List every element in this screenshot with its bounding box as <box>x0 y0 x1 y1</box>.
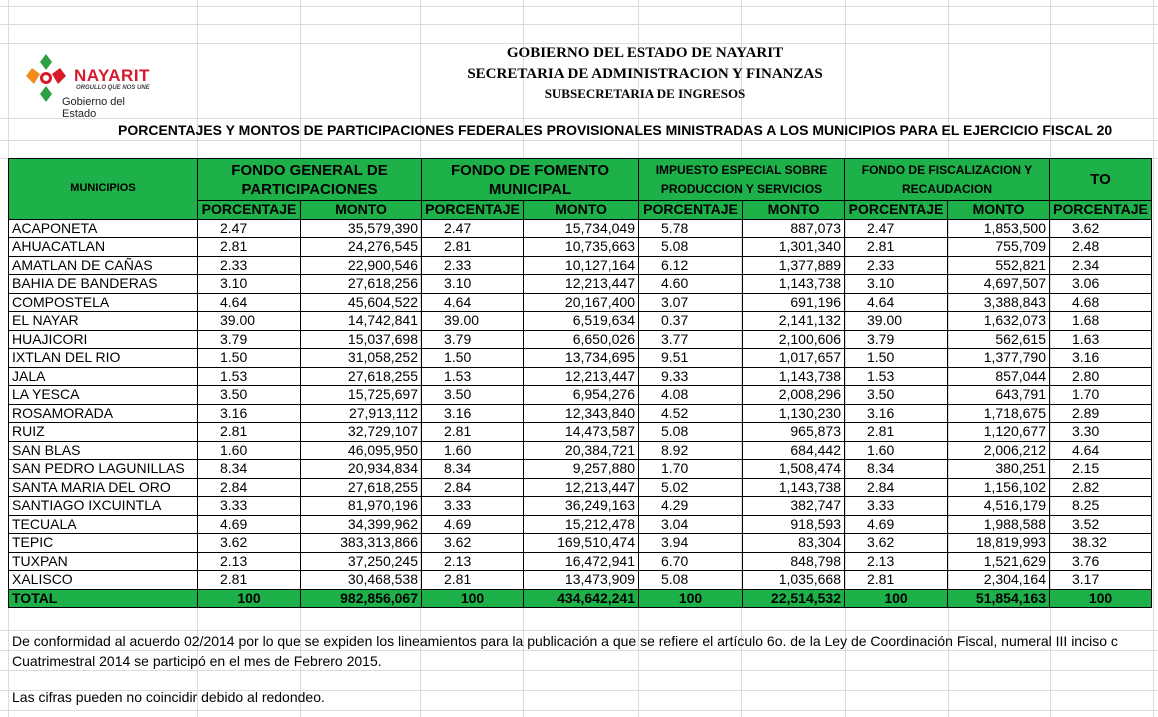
monto-cell: 12,343,840 <box>524 404 639 423</box>
porcentaje-cell: 2.84 <box>198 478 301 497</box>
monto-cell: 2,006,212 <box>948 441 1050 460</box>
table-row <box>9 571 1152 590</box>
table-row <box>9 330 1152 349</box>
municipio-cell: LA YESCA <box>9 386 198 405</box>
municipio-cell: ROSAMORADA <box>9 404 198 423</box>
porcentaje-cell: 3.06 <box>1050 275 1152 294</box>
total-monto: 22,514,532 <box>743 589 845 608</box>
porcentaje-cell: 3.62 <box>845 534 948 553</box>
monto-cell: 169,510,474 <box>524 534 639 553</box>
monto-cell: 15,037,698 <box>301 330 422 349</box>
monto-cell: 13,734,695 <box>524 349 639 368</box>
porcentaje-cell: 3.33 <box>422 497 524 516</box>
monto-cell: 887,073 <box>743 219 845 238</box>
monto-subheader: MONTO <box>948 201 1050 220</box>
total-row <box>9 589 1152 608</box>
municipio-cell: EL NAYAR <box>9 312 198 331</box>
porcentaje-cell: 2.81 <box>845 423 948 442</box>
gridline <box>0 24 1158 25</box>
monto-cell: 1,301,340 <box>743 238 845 257</box>
porcentaje-cell: 9.33 <box>639 367 743 386</box>
porcentaje-subheader: PORCENTAJE <box>422 201 524 220</box>
monto-cell: 22,900,546 <box>301 256 422 275</box>
gridline <box>1153 0 1154 717</box>
monto-cell: 2,100,606 <box>743 330 845 349</box>
porcentaje-cell: 38.32 <box>1050 534 1152 553</box>
monto-cell: 2,141,132 <box>743 312 845 331</box>
porcentaje-cell: 3.16 <box>422 404 524 423</box>
monto-cell: 12,213,447 <box>524 275 639 294</box>
porcentaje-cell: 4.29 <box>639 497 743 516</box>
monto-subheader: MONTO <box>743 201 845 220</box>
porcentaje-cell: 1.68 <box>1050 312 1152 331</box>
table-row <box>9 386 1152 405</box>
porcentaje-cell: 4.64 <box>845 293 948 312</box>
monto-cell: 1,521,629 <box>948 552 1050 571</box>
header-line2: SECRETARIA DE ADMINISTRACION Y FINANZAS <box>467 66 823 82</box>
fondo-fomento-header: FONDO DE FOMENTO MUNICIPAL <box>422 159 639 201</box>
porcentaje-cell: 2.47 <box>845 219 948 238</box>
porcentaje-cell: 4.52 <box>639 404 743 423</box>
porcentaje-cell: 5.78 <box>639 219 743 238</box>
porcentaje-cell: 0.37 <box>639 312 743 331</box>
monto-cell: 15,734,049 <box>524 219 639 238</box>
ieps-header: IMPUESTO ESPECIAL SOBRE PRODUCCION Y SERVICIOS <box>639 159 845 201</box>
monto-cell: 1,156,102 <box>948 478 1050 497</box>
porcentaje-cell: 2.13 <box>845 552 948 571</box>
fondo-general-header: FONDO GENERAL DE PARTICIPACIONES <box>198 159 422 201</box>
monto-cell: 14,473,587 <box>524 423 639 442</box>
porcentaje-cell: 3.17 <box>1050 571 1152 590</box>
monto-cell: 1,988,588 <box>948 515 1050 534</box>
porcentaje-cell: 4.08 <box>639 386 743 405</box>
table-row <box>9 478 1152 497</box>
monto-cell: 2,008,296 <box>743 386 845 405</box>
porcentaje-cell: 3.77 <box>639 330 743 349</box>
municipio-cell: RUIZ <box>9 423 198 442</box>
monto-cell: 643,791 <box>948 386 1050 405</box>
monto-cell: 1,130,230 <box>743 404 845 423</box>
monto-cell: 3,388,843 <box>948 293 1050 312</box>
porcentaje-cell: 4.69 <box>422 515 524 534</box>
gridline <box>0 6 1158 7</box>
municipio-cell: SANTA MARIA DEL ORO <box>9 478 198 497</box>
porcentaje-cell: 3.79 <box>198 330 301 349</box>
monto-cell: 10,735,663 <box>524 238 639 257</box>
porcentaje-cell: 3.04 <box>639 515 743 534</box>
monto-cell: 383,313,866 <box>301 534 422 553</box>
porcentaje-cell: 2.81 <box>198 423 301 442</box>
monto-cell: 27,618,255 <box>301 367 422 386</box>
gridline <box>0 43 1158 44</box>
porcentaje-cell: 8.92 <box>639 441 743 460</box>
municipio-cell: IXTLAN DEL RIO <box>9 349 198 368</box>
municipio-cell: SAN PEDRO LAGUNILLAS <box>9 460 198 479</box>
porcentaje-cell: 8.34 <box>198 460 301 479</box>
table-row <box>9 460 1152 479</box>
total-porcentaje: 100 <box>1050 589 1152 608</box>
monto-cell: 1,377,790 <box>948 349 1050 368</box>
footnote-line1: De conformidad al acuerdo 02/2014 por lo que se expiden los lineamientos para la publicación a que se refiere el artículo 6o. de la Ley de Coordinación Fiscal, numeral III inciso c <box>12 633 1118 649</box>
porcentaje-cell: 3.50 <box>198 386 301 405</box>
porcentaje-cell: 3.50 <box>422 386 524 405</box>
porcentaje-cell: 39.00 <box>845 312 948 331</box>
total-porcentaje: 100 <box>845 589 948 608</box>
porcentaje-cell: 39.00 <box>422 312 524 331</box>
porcentaje-cell: 2.81 <box>845 571 948 590</box>
porcentaje-cell: 3.10 <box>422 275 524 294</box>
porcentaje-cell: 2.48 <box>1050 238 1152 257</box>
porcentaje-cell: 2.34 <box>1050 256 1152 275</box>
monto-cell: 552,821 <box>948 256 1050 275</box>
porcentaje-cell: 3.52 <box>1050 515 1152 534</box>
porcentaje-cell: 1.60 <box>422 441 524 460</box>
monto-cell: 6,650,026 <box>524 330 639 349</box>
porcentaje-cell: 4.64 <box>198 293 301 312</box>
porcentaje-cell: 3.30 <box>1050 423 1152 442</box>
monto-cell: 684,442 <box>743 441 845 460</box>
table-row <box>9 219 1152 238</box>
monto-subheader: MONTO <box>524 201 639 220</box>
porcentaje-cell: 6.12 <box>639 256 743 275</box>
municipio-cell: TECUALA <box>9 515 198 534</box>
municipio-cell: SAN BLAS <box>9 441 198 460</box>
table-row <box>9 497 1152 516</box>
porcentaje-cell: 4.69 <box>845 515 948 534</box>
monto-cell: 14,742,841 <box>301 312 422 331</box>
total-monto: 434,642,241 <box>524 589 639 608</box>
table-row <box>9 256 1152 275</box>
monto-cell: 81,970,196 <box>301 497 422 516</box>
porcentaje-cell: 2.13 <box>422 552 524 571</box>
porcentaje-cell: 2.33 <box>845 256 948 275</box>
table-row <box>9 238 1152 257</box>
porcentaje-cell: 1.50 <box>422 349 524 368</box>
porcentaje-cell: 8.34 <box>845 460 948 479</box>
table-row <box>9 441 1152 460</box>
total-porcentaje: 100 <box>639 589 743 608</box>
porcentaje-cell: 2.81 <box>422 423 524 442</box>
logo-slogan: ORGULLO QUE NOS UNE <box>76 85 150 91</box>
monto-cell: 4,516,179 <box>948 497 1050 516</box>
monto-cell: 6,519,634 <box>524 312 639 331</box>
participaciones-table <box>8 158 1152 608</box>
porcentaje-cell: 2.33 <box>422 256 524 275</box>
porcentaje-cell: 1.53 <box>845 367 948 386</box>
porcentaje-cell: 3.33 <box>198 497 301 516</box>
monto-cell: 24,276,545 <box>301 238 422 257</box>
monto-cell: 562,615 <box>948 330 1050 349</box>
total-monto: 982,856,067 <box>301 589 422 608</box>
porcentaje-cell: 1.70 <box>639 460 743 479</box>
table-row <box>9 312 1152 331</box>
porcentaje-cell: 39.00 <box>198 312 301 331</box>
monto-cell: 2,304,164 <box>948 571 1050 590</box>
monto-cell: 848,798 <box>743 552 845 571</box>
porcentaje-cell: 1.60 <box>198 441 301 460</box>
porcentaje-cell: 1.50 <box>198 349 301 368</box>
monto-cell: 18,819,993 <box>948 534 1050 553</box>
porcentaje-cell: 3.79 <box>422 330 524 349</box>
monto-cell: 1,143,738 <box>743 367 845 386</box>
total-header: TO <box>1050 159 1152 201</box>
porcentaje-cell: 3.79 <box>845 330 948 349</box>
porcentaje-cell: 3.33 <box>845 497 948 516</box>
monto-cell: 755,709 <box>948 238 1050 257</box>
monto-cell: 1,853,500 <box>948 219 1050 238</box>
monto-cell: 27,618,255 <box>301 478 422 497</box>
footnote <box>12 631 1158 671</box>
porcentaje-cell: 4.68 <box>1050 293 1152 312</box>
porcentaje-cell: 3.16 <box>845 404 948 423</box>
monto-cell: 46,095,950 <box>301 441 422 460</box>
table-row <box>9 349 1152 368</box>
porcentaje-subheader: PORCENTAJE <box>198 201 301 220</box>
table-row <box>9 515 1152 534</box>
municipio-cell: TUXPAN <box>9 552 198 571</box>
municipio-cell: HUAJICORI <box>9 330 198 349</box>
monto-cell: 6,954,276 <box>524 386 639 405</box>
monto-cell: 12,213,447 <box>524 367 639 386</box>
monto-cell: 1,017,657 <box>743 349 845 368</box>
gridline <box>0 710 1158 711</box>
porcentaje-cell: 3.07 <box>639 293 743 312</box>
monto-cell: 15,725,697 <box>301 386 422 405</box>
monto-cell: 965,873 <box>743 423 845 442</box>
porcentaje-subheader: PORCENTAJE <box>845 201 948 220</box>
logo-caption: Gobierno del Estado <box>62 96 125 120</box>
table-row <box>9 293 1152 312</box>
porcentaje-cell: 2.15 <box>1050 460 1152 479</box>
porcentaje-cell: 1.53 <box>422 367 524 386</box>
monto-cell: 20,384,721 <box>524 441 639 460</box>
monto-cell: 691,196 <box>743 293 845 312</box>
monto-cell: 1,632,073 <box>948 312 1050 331</box>
porcentaje-cell: 5.08 <box>639 571 743 590</box>
monto-cell: 1,035,668 <box>743 571 845 590</box>
table-row <box>9 404 1152 423</box>
header-line1: GOBIERNO DEL ESTADO DE NAYARIT <box>506 45 784 61</box>
monto-cell: 9,257,880 <box>524 460 639 479</box>
porcentaje-cell: 2.84 <box>422 478 524 497</box>
monto-cell: 37,250,245 <box>301 552 422 571</box>
municipio-cell: XALISCO <box>9 571 198 590</box>
porcentaje-cell: 1.63 <box>1050 330 1152 349</box>
porcentaje-cell: 2.81 <box>422 238 524 257</box>
monto-cell: 16,472,941 <box>524 552 639 571</box>
porcentaje-cell: 4.60 <box>639 275 743 294</box>
porcentaje-cell: 4.64 <box>422 293 524 312</box>
porcentaje-cell: 3.62 <box>1050 219 1152 238</box>
nayarit-logo <box>22 52 162 120</box>
porcentaje-cell: 3.50 <box>845 386 948 405</box>
monto-cell: 1,377,889 <box>743 256 845 275</box>
monto-cell: 31,058,252 <box>301 349 422 368</box>
monto-cell: 20,167,400 <box>524 293 639 312</box>
table-row <box>9 275 1152 294</box>
monto-cell: 36,249,163 <box>524 497 639 516</box>
porcentaje-cell: 1.60 <box>845 441 948 460</box>
porcentaje-cell: 5.02 <box>639 478 743 497</box>
monto-cell: 13,473,909 <box>524 571 639 590</box>
porcentaje-cell: 1.70 <box>1050 386 1152 405</box>
porcentaje-cell: 2.82 <box>1050 478 1152 497</box>
porcentaje-cell: 2.80 <box>1050 367 1152 386</box>
porcentaje-cell: 3.16 <box>1050 349 1152 368</box>
porcentaje-cell: 2.81 <box>422 571 524 590</box>
table-row <box>9 423 1152 442</box>
porcentaje-cell: 3.76 <box>1050 552 1152 571</box>
monto-subheader: MONTO <box>301 201 422 220</box>
porcentaje-cell: 2.13 <box>198 552 301 571</box>
footnote-line2: Cuatrimestral 2014 se participó en el mes de Febrero 2015. <box>12 653 382 669</box>
municipio-cell: ACAPONETA <box>9 219 198 238</box>
municipio-cell: JALA <box>9 367 198 386</box>
monto-cell: 27,618,256 <box>301 275 422 294</box>
porcentaje-cell: 1.50 <box>845 349 948 368</box>
monto-cell: 1,120,677 <box>948 423 1050 442</box>
porcentaje-cell: 2.33 <box>198 256 301 275</box>
porcentaje-cell: 4.69 <box>198 515 301 534</box>
porcentaje-cell: 8.25 <box>1050 497 1152 516</box>
porcentaje-subheader: PORCENTAJE <box>1050 201 1152 220</box>
monto-cell: 4,697,507 <box>948 275 1050 294</box>
table-body <box>9 219 1152 608</box>
report-subtitle: PORCENTAJES Y MONTOS DE PARTICIPACIONES FEDERALES PROVISIONALES MINISTRADAS A LOS MUNICIPIOS PARA EL EJERCICIO FISCAL 20 <box>118 122 1113 138</box>
monto-cell: 382,747 <box>743 497 845 516</box>
porcentaje-cell: 3.62 <box>422 534 524 553</box>
municipio-cell: AMATLAN DE CAÑAS <box>9 256 198 275</box>
porcentaje-cell: 2.81 <box>198 571 301 590</box>
total-monto: 51,854,163 <box>948 589 1050 608</box>
porcentaje-cell: 3.62 <box>198 534 301 553</box>
municipio-cell: TEPIC <box>9 534 198 553</box>
porcentaje-cell: 8.34 <box>422 460 524 479</box>
logo-brand: NAYARIT <box>74 66 150 85</box>
header-line3: SUBSECRETARIA DE INGRESOS <box>544 86 746 101</box>
porcentaje-cell: 1.53 <box>198 367 301 386</box>
monto-cell: 35,579,390 <box>301 219 422 238</box>
porcentaje-subheader: PORCENTAJE <box>639 201 743 220</box>
table-row <box>9 367 1152 386</box>
monto-cell: 1,508,474 <box>743 460 845 479</box>
porcentaje-cell: 9.51 <box>639 349 743 368</box>
porcentaje-cell: 3.94 <box>639 534 743 553</box>
monto-cell: 83,304 <box>743 534 845 553</box>
monto-cell: 918,593 <box>743 515 845 534</box>
table-row <box>9 534 1152 553</box>
porcentaje-cell: 3.10 <box>845 275 948 294</box>
municipios-header: MUNICIPIOS <box>9 159 198 220</box>
gridline <box>0 118 1158 119</box>
porcentaje-cell: 3.10 <box>198 275 301 294</box>
monto-cell: 1,718,675 <box>948 404 1050 423</box>
municipio-cell: BAHIA DE BANDERAS <box>9 275 198 294</box>
monto-cell: 380,251 <box>948 460 1050 479</box>
fondo-fiscalizacion-header: FONDO DE FISCALIZACION Y RECAUDACION <box>845 159 1050 201</box>
porcentaje-cell: 2.81 <box>845 238 948 257</box>
monto-cell: 1,143,738 <box>743 275 845 294</box>
monto-cell: 15,212,478 <box>524 515 639 534</box>
porcentaje-cell: 5.08 <box>639 423 743 442</box>
total-porcentaje: 100 <box>198 589 301 608</box>
porcentaje-cell: 5.08 <box>639 238 743 257</box>
monto-cell: 10,127,164 <box>524 256 639 275</box>
monto-cell: 30,468,538 <box>301 571 422 590</box>
porcentaje-cell: 2.84 <box>845 478 948 497</box>
municipio-cell: SANTIAGO IXCUINTLA <box>9 497 198 516</box>
porcentaje-cell: 6.70 <box>639 552 743 571</box>
monto-cell: 45,604,522 <box>301 293 422 312</box>
total-label: TOTAL <box>9 589 198 608</box>
porcentaje-cell: 3.16 <box>198 404 301 423</box>
monto-cell: 34,399,962 <box>301 515 422 534</box>
monto-cell: 27,913,112 <box>301 404 422 423</box>
monto-cell: 857,044 <box>948 367 1050 386</box>
rounding-note: Las cifras pueden no coincidir debido al redondeo. <box>12 689 325 705</box>
total-porcentaje: 100 <box>422 589 524 608</box>
monto-cell: 1,143,738 <box>743 478 845 497</box>
porcentaje-cell: 2.81 <box>198 238 301 257</box>
table-row <box>9 552 1152 571</box>
porcentaje-cell: 2.47 <box>422 219 524 238</box>
gridline <box>0 140 1158 141</box>
municipio-cell: AHUACATLAN <box>9 238 198 257</box>
municipio-cell: COMPOSTELA <box>9 293 198 312</box>
monto-cell: 20,934,834 <box>301 460 422 479</box>
porcentaje-cell: 4.64 <box>1050 441 1152 460</box>
monto-cell: 12,213,447 <box>524 478 639 497</box>
porcentaje-cell: 2.47 <box>198 219 301 238</box>
monto-cell: 32,729,107 <box>301 423 422 442</box>
porcentaje-cell: 2.89 <box>1050 404 1152 423</box>
